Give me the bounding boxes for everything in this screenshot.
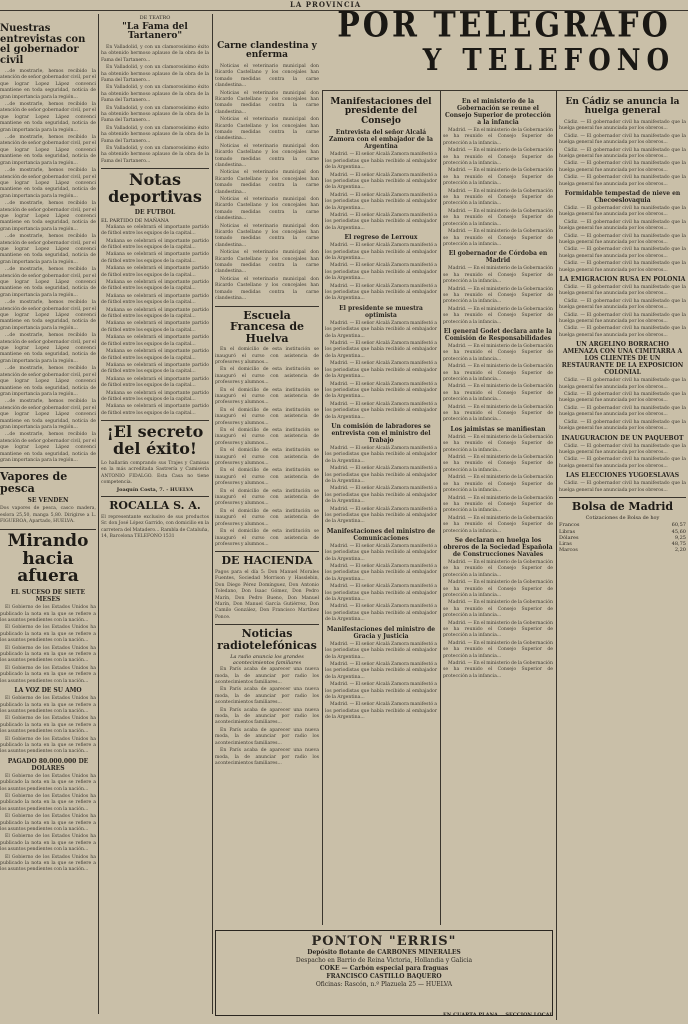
col1-para: ...de mostrarle, hemos recibido la atención de señor gobernador civil, por el que lograr Lopez Lápez convenci mantiene en toda seguridad, noticia de gran importancia para la región... [0,366,96,397]
col5-sub-gobernacion: En el ministerio de la Gobernación se reune el Consejo Superior de protección a la infancia [445,98,551,126]
banner-line2: Y TELEFONO [422,43,676,79]
col2-sub-partido: EL PARTIDO DE MAÑANA [101,217,169,224]
col5-para: Madrid. — En el ministerio de la Gobernación se ha reunido el Consejo Superior de protección a la infancia... [443,661,553,679]
col1-sub3: PAGADO 80.000.000 DE DOLARES [7,757,89,772]
bolsa-name: Marcos [559,547,578,554]
col4-para: Madrid. — El señor Alcalá Zamora manifestó a los periodistas que había recibido al embajador de la Argentina... [325,320,437,339]
bolsa-table [559,522,686,553]
col6-para: Cádiz. — El gobernador civil ha manifestado que la huelga general fue anunciada por los obreros... [559,147,686,159]
col5-para: Madrid. — En el ministerio de la Gobernación se ha reunido el Consejo Superior de protección a la infancia... [443,434,553,453]
col2-para: Mañana se celebrará el importante partido de fútbol entre los equipos de la capital... [101,280,209,292]
col1-para: El Gobierno de los Estados Unidos ha publicado la nota en la que se refiere a los asuntos pendientes con la nación... [0,854,96,873]
col5-para: Madrid. — En el ministerio de la Gobernación se ha reunido el Consejo Superior de protección a la infancia... [443,559,553,578]
col4-para: Madrid. — El señor Alcalá Zamora manifestó a los periodistas que había recibido al embajador de la Argentina... [325,361,437,380]
col3-para: En París acaba de aparecer una nueva moda, la de anunciar por radio los acontecimientos familiares... [215,707,319,726]
col3-body2 [215,347,319,548]
col3-sub-radio: La radio anuncia los grandes acontecimientos familiares [230,654,304,667]
col5-body-d [443,435,553,535]
col2-para: Mañana se celebrará el importante partido de fútbol entre los equipos de la capital... [101,390,209,402]
col3-headline-carne: Carne clandestina y enferma [217,41,317,61]
col5-para: Madrid. — En el ministerio de la Gobernación se ha reunido el Consejo Superior de protección a la infancia... [443,286,553,305]
col5-para: Madrid. — En el ministerio de la Gobernación se ha reunido el Consejo Superior de protección a la infancia... [443,515,553,534]
column-rule [440,90,441,925]
col2-para: Mañana se celebrará el importante partido de fútbol entre los equipos de la capital... [101,293,209,306]
col6-para: Cádiz. — El gobernador civil ha manifestado que la huelga general fue anunciada por los obreros... [559,133,686,146]
col2-body4: El representante exclusivo de sus productos Sr. don José López Garrido, con domicilio en la carretera del Matadero... Rambla de Cataluña, 14, Barcelona TELEFONO 1531 [101,514,209,540]
col1-para: El Gobierno de los Estados Unidos ha publicado la nota en la que se refiere a los asuntos pendientes con la nación... [0,793,96,812]
col4-headline-presidente: Manifestaciones del presidente del Consejo [330,97,432,126]
col5-sub-godet: El general Godet declara ante la Comisión de Responsabilidades [443,327,553,342]
col4-sub-lerroux: El regreso de Lerroux [344,234,418,242]
col2-body3: Lo hallarán comprando sus Trajes y Camisas en la más acreditada Sastrería y Camisería ANTONIO FIDALGO. Esta Casa no tiene competencia. [101,460,209,485]
col2-para: En Valladolid, y con un clamorosísimo éxito ha obtenido hermoso aplauso de la obra de la Fama del Tartanero... [101,125,209,144]
col3-para: Noticias el veterinario municipal don Ricardo Castellano y los concejales han tomado medidas contra la carne clandestina... [215,143,319,168]
column-rule [212,14,213,1014]
col3-para: En París acaba de aparecer una nueva moda, la de anunciar por radio los acontecimientos familiares... [215,687,319,706]
col6-body-d [559,378,686,432]
col1-para: ...de mostrarle, hemos recibido la atención de señor gobernador civil, por el que lograr Lopez Lápez convenci mantiene en toda seguridad, noticia de gran importancia para la región... [0,201,96,232]
col1-para: El Gobierno de los Estados Unidos ha publicado la nota en la que se refiere a los asuntos pendientes con la nación... [0,736,96,755]
col2-para: Mañana se celebrará el importante partido de fútbol entre los equipos de la capital... [101,266,209,278]
col4-para: Madrid. — El señor Alcalá Zamora manifestó a los periodistas que había recibido al embajador de la Argentina... [325,172,437,191]
col6-sub-argelino: UN ARGELINO BORRACHO AMENAZA CON UNA CIMITARRA A LOS CLIENTES DE UN RESTAURANTE DE LA EXPOSICION COLONIAL [561,341,684,377]
col6-bolsa-header: Cotizaciones de Bolsa de hoy [585,515,660,522]
col1-para: ...de mostrarle, hemos recibido la atención de señor gobernador civil, por el que lograr Lopez Lápez convenci mantiene en toda seguridad, noticia de gran importancia para la región... [0,300,96,331]
col2-body2 [101,225,209,417]
col6-sub-paquebot: INAUGURACION DE UN PAQUEBOT [561,434,684,442]
col4-para: Madrid. — El señor Alcalá Zamora manifestó a los periodistas que había recibido al embajador de la Argentina... [325,152,437,171]
col1-sub1: EL SUCESO DE SIETE MESES [10,589,86,604]
col2-para: Mañana se celebrará el importante partido de fútbol entre los equipos de la capital... [101,224,209,237]
bolsa-name: Liras [559,541,572,548]
col1-para: El Gobierno de los Estados Unidos ha publicado la nota en la que se refiere a los asuntos pendientes con la nación... [0,834,96,853]
col6-sub-elecciones: LAS ELECCIONES YUGOESLAVAS [565,472,680,480]
col4-sub-optimista: El presidente se muestra optimista [339,304,423,319]
col6-body-e [559,444,686,471]
banner-line1: POR TELEGRAFO [337,5,671,46]
col1-para: El Gobierno de los Estados Unidos ha publicado la nota en la que se refiere a los asuntos pendientes con la nación... [0,605,96,624]
col2-section: DE TEATRO [139,15,171,21]
col2-para: Mañana se celebrará el importante partido de fútbol entre los equipos de la capital... [101,376,209,389]
col6-para: Cádiz. — El gobernador civil ha manifestado que la huelga general fue anunciada por los obreros... [559,419,686,432]
col3-para: En el domicilio de esta institución se inauguró el curso con asistencia de profesores y alumnos... [215,367,319,386]
col2-headline-fama: "La Fama del Tartanero" [122,22,188,42]
bolsa-name: Libras [559,528,576,535]
col4-body-b [325,243,437,303]
col3-para: Noticias el veterinario municipal don Ricardo Castellano y los concejales han tomado medidas contra la carne clandestina... [215,276,319,302]
ad-line4: FRANCISCO CASTILLO BAQUERO [326,973,442,980]
col6-para: Cádiz. — El gobernador civil ha manifestado que la huelga general fue anunciada por los obreros... [559,405,686,418]
column-3 [215,40,319,925]
col1-para: ...de mostrarle, hemos recibido la atención de señor gobernador civil, por el que lograr Lopez Lápez convenci mantiene en toda seguridad, noticia de gran importancia para la región... [0,135,96,166]
bolsa-value: 2,20 [674,547,686,554]
col4-sub-entrevista: Entrevista del señor Alcalá Zamora con el embajador de la Argentina [328,129,434,151]
col3-body3: Pagos para el día 5: Don Manuel Morales Fuentes, Sociedad Morrison y Hasslebin, Don Diego Pérez Domínguez, Don Antonio Toledano, Don Isaac Gómez, Don Pedro Marín, Don Pedro Bueno, Don Manuel Marín, Don Manuel García Gutiérrez, Don Camilo González, Don Francisco Martínez Ponce. [215,569,319,620]
col4-para: Madrid. — El señor Alcalá Zamora manifestó a los periodistas que había recibido al embajador de la Argentina... [325,283,437,302]
col6-para: Cádiz. — El gobernador civil ha manifestado que la huelga general fue anunciada por los obreros... [559,457,686,469]
col1-body3 [0,605,96,685]
col5-para: Madrid. — En el ministerio de la Gobernación se ha reunido el Consejo Superior de protección a la infancia... [443,168,553,187]
column-4 [325,96,437,926]
col6-para: Cádiz. — El gobernador civil ha manifestado que la huelga general fue anunciada por los obreros... [559,261,686,273]
col4-body-d [325,446,437,526]
col5-body-c [443,344,553,424]
col3-para: Noticias el veterinario municipal don Ricardo Castellano y los concejales han tomado medidas contra la carne clandestina... [215,117,319,142]
col5-para: Madrid. — En el ministerio de la Gobernación se ha reunido el Consejo Superior de protección a la infancia... [443,404,553,423]
col2-para: Mañana se celebrará el importante partido de fútbol entre los equipos de la capital... [101,404,209,416]
col4-para: Madrid. — El señor Alcalá Zamora manifestó a los periodistas que había recibido al embajador de la Argentina... [325,486,437,505]
bolsa-row [559,547,686,553]
col4-sub-labradores: Un comisión de labradores se entrevista con el ministro del Trabajo [331,422,431,444]
col6-para: Cádiz. — El gobernador civil ha manifestado que la huelga general fue anunciada por los obreros... [559,312,686,325]
col1-para: El Gobierno de los Estados Unidos ha publicado la nota en la que se refiere a los asuntos pendientes con la nación... [0,696,96,714]
col1-para: ...de mostrarle, hemos recibido la atención de señor gobernador civil, por el que lograr Lopez Lápez convenci mantiene en toda seguridad, noticia de gran importancia para la región... [0,267,96,298]
col2-headline-deportivas: Notas deportivas [108,170,202,206]
column-rule [98,14,99,1014]
col6-para: Cádiz. — El gobernador civil ha manifestado que la huelga general fue anunciada por los obreros... [559,119,686,132]
col5-body-e [443,560,553,680]
col6-para: Cádiz. — El gobernador civil ha manifestado que la huelga general fue anunciada por los obreros... [559,247,686,259]
col1-para: ...de mostrarle, hemos recibido la atención de señor gobernador civil, por el que lograr Lopez Lápez convenci mantiene en toda seguridad, noticia de gran importancia para la región... [0,168,96,199]
col1-para: ...de mostrarle, hemos recibido la atención de señor gobernador civil, por el que lograr Lopez Lápez convenci mantiene en toda seguridad, noticia de gran importancia para la región... [0,399,96,430]
banner-rule [322,90,688,91]
col1-sub2: LA VOZ DE SU AMO [14,687,82,695]
col1-para: ...de mostrarle, hemos recibido la atención de señor gobernador civil, por el que lograr Lopez Lápez convenci mantiene en toda seguridad, noticia de gran importancia para la región... [0,69,96,100]
col1-para: ...de mostrarle, hemos recibido la atención de señor gobernador civil, por el que lograr Lopez Lápez convenci mantiene en toda seguridad, noticia de gran importancia para la región... [0,234,96,265]
column-5 [443,96,553,926]
col4-para: Madrid. — El señor Alcalá Zamora manifestó a los periodistas que había recibido al embajador de la Argentina... [325,543,437,562]
col3-headline-escuela: Escuela Francesa de Huelva [229,308,305,345]
col4-body-c [325,321,437,421]
col6-body-b [559,206,686,274]
col6-headline-bolsa: Bolsa de Madrid [571,499,674,513]
col2-sub-futbol: DE FUTBOL [134,208,176,216]
col3-para: En París acaba de aparecer una nueva moda, la de anunciar por radio los acontecimientos familiares... [215,727,319,746]
col2-para: Mañana se celebrará el importante partido de fútbol entre los equipos de la capital... [101,321,209,333]
col1-para: El Gobierno de los Estados Unidos ha publicado la nota en la que se refiere a los asuntos pendientes con la nación... [0,665,96,684]
col5-para: Madrid. — En el ministerio de la Gobernación se ha reunido el Consejo Superior de protección a la infancia... [443,128,553,146]
footer-left: EN CUARTA PLANA [443,1012,498,1018]
col4-para: Madrid. — El señor Alcalá Zamora manifestó a los periodistas que había recibido al embajador de la Argentina... [325,192,437,211]
col4-sub-justicia: Manifestaciones del ministro de Gracia y Justicia [326,625,436,640]
col3-para: En el domicilio de esta institución se inauguró el curso con asistencia de profesores y alumnos... [215,387,319,406]
col3-para: En París acaba de aparecer una nueva moda, la de anunciar por radio los acontecimientos familiares... [215,748,319,766]
col5-para: Madrid. — En el ministerio de la Gobernación se ha reunido el Consejo Superior de protección a la infancia... [443,343,553,362]
col3-body1 [215,64,319,303]
col6-body-f [559,481,686,494]
col4-para: Madrid. — El señor Alcalá Zamora manifestó a los periodistas que había recibido al embajador de la Argentina... [325,212,437,231]
footer-bar [443,1012,553,1018]
col3-para: En París acaba de aparecer una nueva moda, la de anunciar por radio los acontecimientos familiares... [215,667,319,686]
col5-para: Madrid. — En el ministerio de la Gobernación se ha reunido el Consejo Superior de protección a la infancia... [443,495,553,514]
col6-para: Cádiz. — El gobernador civil ha manifestado que la huelga general fue anunciada por los obreros... [559,285,686,297]
col4-body-e [325,544,437,624]
col1-ad-headline: Vapores de pesca [0,470,68,495]
col5-body-a [443,128,553,248]
col3-para: En el domicilio de esta institución se inauguró el curso con asistencia de profesores y alumnos... [215,407,319,426]
bolsa-value: 45,60 [671,528,686,535]
col5-sub-huelga: Se declaran en huelga los obreros de la Sociedad Española de Construcciones Navales [443,536,553,558]
col4-para: Madrid. — El señor Alcalá Zamora manifestó a los periodistas que había recibido al embajador de la Argentina... [325,682,437,700]
col5-para: Madrid. — En el ministerio de la Gobernación se ha reunido el Consejo Superior de protección a la infancia... [443,455,553,473]
col2-headline-secreto: ¡El secreto del éxito! [106,422,204,458]
col4-para: Madrid. — El señor Alcalá Zamora manifestó a los periodistas que había recibido al embajador de la Argentina... [325,263,437,282]
col2-body1 [101,45,209,165]
col5-body-b [443,266,553,326]
col5-para: Madrid. — En el ministerio de la Gobernación se ha reunido el Consejo Superior de protección a la infancia... [443,384,553,403]
col5-para: Madrid. — En el ministerio de la Gobernación se ha reunido el Consejo Superior de protección a la infancia... [443,188,553,207]
column-6 [559,96,686,1021]
col6-body-c [559,285,686,339]
col6-para: Cádiz. — El gobernador civil ha manifestado que la huelga general fue anunciada por los obreros... [559,175,686,187]
col1-para: ...de mostrarle, hemos recibido la atención de señor gobernador civil, por el que lograr Lopez Lápez convenci mantiene en toda seguridad, noticia de gran importancia para la región... [0,432,96,463]
masthead-title: LA PROVINCIA [290,0,362,9]
bolsa-name: Dólares [559,534,579,541]
column-rule [556,90,557,1020]
ad-line3: COKE — Carbón especial para fraguas [319,965,449,972]
col4-body-f [325,642,437,722]
col5-para: Madrid. — En el ministerio de la Gobernación se ha reunido el Consejo Superior de protección a la infancia... [443,620,553,639]
col4-para: Madrid. — El señor Alcalá Zamora manifestó a los periodistas que había recibido al embajador de la Argentina... [325,445,437,464]
col6-para: Cádiz. — El gobernador civil ha manifestado que la huelga general fue anunciada por los obreros... [559,233,686,245]
col2-para: En Valladolid, y con un clamorosísimo éxito ha obtenido hermoso aplauso de la obra de la Fama del Tartanero... [101,44,209,63]
column-2 [101,14,209,1020]
col1-body1 [0,69,96,464]
col6-para: Cádiz. — El gobernador civil ha manifestado que la huelga general fue anunciada por los obreros... [559,443,686,455]
col5-para: Madrid. — En el ministerio de la Gobernación se ha reunido el Consejo Superior de protección a la infancia... [443,364,553,382]
col3-body4 [215,667,319,767]
col5-sub-cordoba: El gobernador de Córdoba en Madrid [448,250,548,265]
col1-ad-sub: SE VENDEN [27,497,69,505]
col2-para: Mañana se celebrará el importante partido de fútbol entre los equipos de la capital... [101,238,209,250]
col1-para: El Gobierno de los Estados Unidos ha publicado la nota en la que se refiere a los asuntos pendientes con la nación... [0,773,96,792]
col4-para: Madrid. — El señor Alcalá Zamora manifestó a los periodistas que había recibido al embajador de la Argentina... [325,564,437,582]
col6-body-a [559,120,686,188]
col6-para: Cádiz. — El gobernador civil ha manifestado que la huelga general fue anunciada por los obreros... [559,205,686,218]
col5-para: Madrid. — En el ministerio de la Gobernación se ha reunido el Consejo Superior de protección a la infancia... [443,475,553,494]
col6-sub-tempestad: Formidable tempestad de nieve en Checoeslovaquia [564,189,681,204]
col5-para: Madrid. — En el ministerio de la Gobernación se ha reunido el Consejo Superior de protección a la infancia... [443,208,553,227]
col1-para: El Gobierno de los Estados Unidos ha publicado la nota en la que se refiere a los asuntos pendientes con la nación... [0,625,96,644]
col1-body3b [0,696,96,756]
col3-headline-radio: Noticias radiotelefónicas [217,627,317,652]
col6-sub-emigracion: LA EMIGRACION RUSA EN POLONIA [559,276,686,283]
bolsa-name: Francos [559,522,580,529]
column-1 [0,22,96,1020]
col6-para: Cádiz. — El gobernador civil ha manifestado que la huelga general fue anunciada por los obreros... [559,378,686,390]
bolsa-value: 48,75 [671,541,686,548]
col3-para: Noticias el veterinario municipal don Ricardo Castellano y los concejales han tomado medidas contra la carne clandestina... [215,170,319,195]
col4-para: Madrid. — El señor Alcalá Zamora manifestó a los periodistas que había recibido al embajador de la Argentina... [325,243,437,261]
col3-para: Noticias el veterinario municipal don Ricardo Castellano y los concejales han tomado medidas contra la carne clandestina... [215,90,319,115]
col1-para: El Gobierno de los Estados Unidos ha publicado la nota en la que se refiere a los asuntos pendientes con la nación... [0,814,96,832]
col4-para: Madrid. — El señor Alcalá Zamora manifestó a los periodistas que había recibido al embajador de la Argentina... [325,702,437,721]
col3-para: En el domicilio de esta institución se inauguró el curso con asistencia de profesores y alumnos... [215,488,319,507]
bolsa-value: 9,25 [674,534,686,541]
col2-para: En Valladolid, y con un clamorosísimo éxito ha obtenido hermoso aplauso de la obra de la Fama del Tartanero... [101,105,209,124]
col6-para: Cádiz. — El gobernador civil ha manifestado que la huelga general fue anunciada por los obreros... [559,326,686,338]
col2-signature: Joaquín Costa, 7. - HUELVA [116,487,194,494]
col3-para: Noticias el veterinario municipal don Ricardo Castellano y los concejales han tomado medidas contra la carne clandestina... [215,63,319,89]
col2-para: En Valladolid, y con un clamorosísimo éxito ha obtenido hermoso aplauso de la obra de la Fama del Tartanero... [101,145,209,164]
col4-para: Madrid. — El señor Alcalá Zamora manifestó a los periodistas que había recibido al embajador de la Argentina... [325,661,437,680]
col4-sub-comunicaciones: Manifestaciones del ministro de Comunicaciones [326,527,436,542]
col2-para: Mañana se celebrará el importante partido de fútbol entre los equipos de la capital... [101,252,209,264]
col4-para: Madrid. — El señor Alcalá Zamora manifestó a los periodistas que había recibido al embajador de la Argentina... [325,466,437,484]
col6-headline-cadiz: En Cádiz se anuncia la huelga general [565,97,680,117]
col2-para: En Valladolid, y con un clamorosísimo éxito ha obtenido hermoso aplauso de la obra de la Fama del Tartanero... [101,65,209,83]
col4-para: Madrid. — El señor Alcalá Zamora manifestó a los periodistas que había recibido al embajador de la Argentina... [325,604,437,623]
col4-body-a [325,152,437,232]
ad-line2: Despacho en Barrio de Reina Victoria, Hollandia y Galicia [295,957,473,964]
col5-para: Madrid. — En el ministerio de la Gobernación se ha reunido el Consejo Superior de protección a la infancia... [443,229,553,247]
col3-para: En el domicilio de esta institución se inauguró el curso con asistencia de profesores y alumnos... [215,508,319,527]
col4-para: Madrid. — El señor Alcalá Zamora manifestó a los periodistas que había recibido al embajador de la Argentina... [325,401,437,420]
col6-para: Cádiz. — El gobernador civil ha manifestado que la huelga general fue anunciada por los obreros... [559,392,686,404]
col2-para: Mañana se celebrará el importante partido de fútbol entre los equipos de la capital... [101,335,209,347]
col5-para: Madrid. — En el ministerio de la Gobernación se ha reunido el Consejo Superior de protección a la infancia... [443,148,553,167]
col2-headline-rocalla: ROCALLA S. A. [109,499,201,513]
col4-para: Madrid. — El señor Alcalá Zamora manifestó a los periodistas que había recibido al embajador de la Argentina... [325,341,437,359]
col1-headline: Nuestras entrevistas con el gobernador civil [0,23,86,66]
col4-para: Madrid. — El señor Alcalá Zamora manifestó a los periodistas que había recibido al embajador de la Argentina... [325,641,437,660]
col5-para: Madrid. — En el ministerio de la Gobernación se ha reunido el Consejo Superior de protección a la infancia... [443,306,553,325]
col6-para: Cádiz. — El gobernador civil ha manifestado que la huelga general fue anunciada por los obreros... [559,481,686,493]
bolsa-value: 60,57 [671,522,686,529]
telegraph-banner [320,5,688,88]
ad-title: PONTON "ERRIS" [311,934,457,949]
col5-para: Madrid. — En el ministerio de la Gobernación se ha reunido el Consejo Superior de protección a la infancia... [443,266,553,285]
col1-para: ...de mostrarle, hemos recibido la atención de señor gobernador civil, por el que lograr Lopez Lápez convenci mantiene en toda seguridad, noticia de gran importancia para la región... [0,102,96,133]
ad-line5: Oficinas: Rascón, n.º Plazuela 25 — HUELVA [315,981,453,988]
col6-para: Cádiz. — El gobernador civil ha manifestado que la huelga general fue anunciada por los obreros... [559,298,686,311]
col5-para: Madrid. — En el ministerio de la Gobernación se ha reunido el Consejo Superior de protección a la infancia... [443,600,553,619]
col1-ad-body: Dos vapores de pesca, casco madera, eslora 25,50, manga 5,80. Dirigirse a L. FIGUEROA, Apartado, HUELVA. [0,506,96,525]
col2-para: En Valladolid, y con un clamorosísimo éxito ha obtenido hermoso aplauso de la obra de la Fama del Tartanero... [101,85,209,104]
col3-para: En el domicilio de esta institución se inauguró el curso con asistencia de profesores y alumnos... [215,347,319,365]
col2-para: Mañana se celebrará el importante partido de fútbol entre los equipos de la capital... [101,307,209,320]
col5-para: Madrid. — En el ministerio de la Gobernación se ha reunido el Consejo Superior de protección a la infancia... [443,640,553,659]
col3-headline-hacienda: DE HACIENDA [221,554,313,568]
col4-para: Madrid. — El señor Alcalá Zamora manifestó a los periodistas que había recibido al embajador de la Argentina... [325,381,437,400]
col1-headline-mirando: Mirando hacia afuera [7,530,89,587]
col1-para: ...de mostrarle, hemos recibido la atención de señor gobernador civil, por el que lograr Lopez Lápez convenci mantiene en toda seguridad, noticia de gran importancia para la región... [0,333,96,364]
col6-para: Cádiz. — El gobernador civil ha manifestado que la huelga general fue anunciada por los obreros... [559,219,686,232]
col2-para: Mañana se celebrará el importante partido de fútbol entre los equipos de la capital... [101,349,209,361]
col4-para: Madrid. — El señor Alcalá Zamora manifestó a los periodistas que había recibido al embajador de la Argentina... [325,584,437,603]
ad-line1: Depósito flotante de CARBONES MINERALES [307,949,461,956]
col6-para: Cádiz. — El gobernador civil ha manifestado que la huelga general fue anunciada por los obreros... [559,161,686,173]
column-rule [322,90,323,925]
ad-ponton-erris [215,930,553,1016]
col3-para: En el domicilio de esta institución se inauguró el curso con asistencia de profesores y alumnos... [215,468,319,487]
col4-para: Madrid. — El señor Alcalá Zamora manifestó a los periodistas que había recibido al embajador de la Argentina... [325,506,437,525]
col1-para: El Gobierno de los Estados Unidos ha publicado la nota en la que se refiere a los asuntos pendientes con la nación... [0,716,96,735]
col3-para: Noticias el veterinario municipal don Ricardo Castellano y los concejales han tomado medidas contra la carne clandestina... [215,197,319,222]
col1-para: El Gobierno de los Estados Unidos ha publicado la nota en la que se refiere a los asuntos pendientes con la nación... [0,645,96,664]
col5-para: Madrid. — En el ministerio de la Gobernación se ha reunido el Consejo Superior de protección a la infancia... [443,580,553,598]
col3-para: En el domicilio de esta institución se inauguró el curso con asistencia de profesores y alumnos... [215,448,319,467]
footer-right: SECCION LOCAL [505,1012,553,1018]
col3-para: En el domicilio de esta institución se inauguró el curso con asistencia de profesores y alumnos... [215,529,319,547]
col3-para: Noticias el veterinario municipal don Ricardo Castellano y los concejales han tomado medidas contra la carne clandestina... [215,250,319,275]
col1-body3c [0,774,96,874]
col5-sub-jaimistas: Los jaimistas se manifiestan [450,425,546,433]
col2-para: Mañana se celebrará el importante partido de fútbol entre los equipos de la capital... [101,362,209,375]
col3-para: Noticias el veterinario municipal don Ricardo Castellano y los concejales han tomado medidas contra la carne clandestina... [215,223,319,248]
col3-para: En el domicilio de esta institución se inauguró el curso con asistencia de profesores y alumnos... [215,428,319,446]
